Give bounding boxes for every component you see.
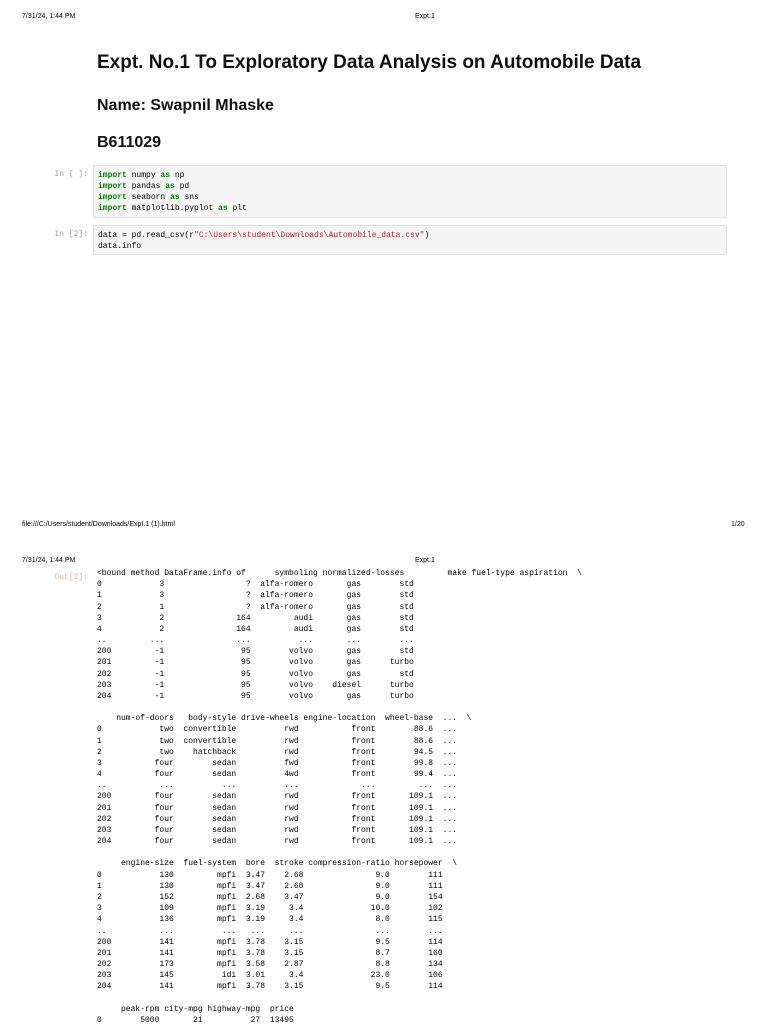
output-line: .. ... ... ... ... ... ... (97, 781, 458, 791)
code-cell-2-source (98, 230, 722, 252)
output-line: 0 two convertible rwd front 88.6 ... (97, 725, 458, 735)
output-line: 2 1 ? alfa-romero gas std (97, 602, 414, 612)
output-line: .. ... ... ... ... ... ... (97, 926, 443, 936)
code-line: import seaborn as sns (98, 193, 199, 202)
output-line: 201 141 mpfi 3.78 3.15 8.7 160 (97, 948, 443, 958)
output-line: 4 four sedan 4wd front 99.4 ... (97, 770, 458, 780)
print-footer-path: file:///C:/Users/student/Downloads/Expt.1 (1).html (22, 521, 175, 528)
output-line: 204 -1 95 volvo gas turbo (97, 691, 414, 701)
student-name: Name: Swapnil Mhaske (97, 97, 274, 114)
output-line: 4 136 mpfi 3.19 3.4 8.0 115 (97, 915, 443, 925)
output-line: 202 173 mpfi 3.58 2.87 8.8 134 (97, 960, 443, 970)
output-line: 202 -1 95 volvo gas std (97, 669, 414, 679)
output-line: peak-rpm city-mpg highway-mpg price (97, 1004, 294, 1014)
output-line: 203 -1 95 volvo diesel turbo (97, 680, 414, 690)
cell-2-prompt: In [2]: (54, 230, 88, 239)
output-line: 0 5000 21 27 13495 (97, 1015, 294, 1025)
code-line: data = pd.read_csv(r"C:\Users\student\Downloads\Automobile_data.csv") (98, 231, 430, 240)
print-header-title: Expt.1 (415, 557, 435, 564)
output-line: 200 -1 95 volvo gas std (97, 647, 414, 657)
code-cell-1-source (98, 170, 722, 214)
output-line: 204 four sedan rwd front 109.1 ... (97, 837, 458, 847)
code-line: data.info (98, 242, 142, 251)
output-line: 201 -1 95 volvo gas turbo (97, 658, 414, 668)
cell-1-prompt: In [ ]: (54, 170, 88, 179)
print-header-date: 7/31/24, 1:44 PM (22, 557, 76, 564)
print-header-title: Expt.1 (415, 13, 435, 20)
output-line: 4 2 164 audi gas std (97, 624, 414, 634)
notebook-title: Expt. No.1 To Exploratory Data Analysis on Automobile Data (97, 52, 642, 73)
output-line (97, 702, 582, 713)
output-line: 202 four sedan rwd front 109.1 ... (97, 814, 458, 824)
output-line: 203 four sedan rwd front 109.1 ... (97, 825, 458, 835)
output-line: 203 145 idi 3.01 3.4 23.0 106 (97, 971, 443, 981)
output-line: 2 152 mpfi 2.68 3.47 9.0 154 (97, 892, 443, 902)
output-line (97, 847, 582, 858)
output-line: <bound method DataFrame.info of symboling normalized-losses make fuel-type aspiration \ (97, 569, 582, 578)
code-line: import matplotlib.pyplot as plt (98, 204, 247, 213)
output-line: 204 141 mpfi 3.78 3.15 9.5 114 (97, 982, 443, 992)
output-line: 200 four sedan rwd front 109.1 ... (97, 792, 458, 802)
output-line: 0 3 ? alfa-romero gas std (97, 580, 414, 590)
print-header-date: 7/31/24, 1:44 PM (22, 13, 76, 20)
output-line: 2 two hatchback rwd front 94.5 ... (97, 747, 458, 757)
output-line: num-of-doors body-style drive-wheels engine-location wheel-base ... \ (97, 714, 472, 724)
output-line: 1 130 mpfi 3.47 2.68 9.0 111 (97, 881, 443, 891)
code-cell-2[interactable] (93, 225, 727, 255)
roll-number: B611029 (97, 134, 162, 151)
output-line: 3 2 164 audi gas std (97, 613, 414, 623)
print-footer-page-number: 1/20 (731, 521, 745, 528)
output-line: 201 four sedan rwd front 109.1 ... (97, 803, 458, 813)
output-line: 3 four sedan fwd front 99.8 ... (97, 758, 458, 768)
output-line (97, 993, 582, 1004)
output-line: engine-size fuel-system bore stroke compression-ratio horsepower \ (97, 859, 458, 869)
output-line: 1 3 ? alfa-romero gas std (97, 591, 414, 601)
output-line: 200 141 mpfi 3.78 3.15 9.5 114 (97, 937, 443, 947)
dataframe-output (97, 568, 582, 1026)
output-line: 1 two convertible rwd front 88.6 ... (97, 736, 458, 746)
output-line: 3 109 mpfi 3.19 3.4 10.0 102 (97, 904, 443, 914)
output-line: .. ... ... ... ... ... (97, 636, 414, 646)
output-prompt: Out[2]: (54, 573, 88, 582)
output-line: 0 130 mpfi 3.47 2.68 9.0 111 (97, 870, 443, 880)
code-line: import pandas as pd (98, 182, 190, 191)
code-line: import numpy as np (98, 171, 185, 180)
code-cell-1[interactable] (93, 165, 727, 218)
